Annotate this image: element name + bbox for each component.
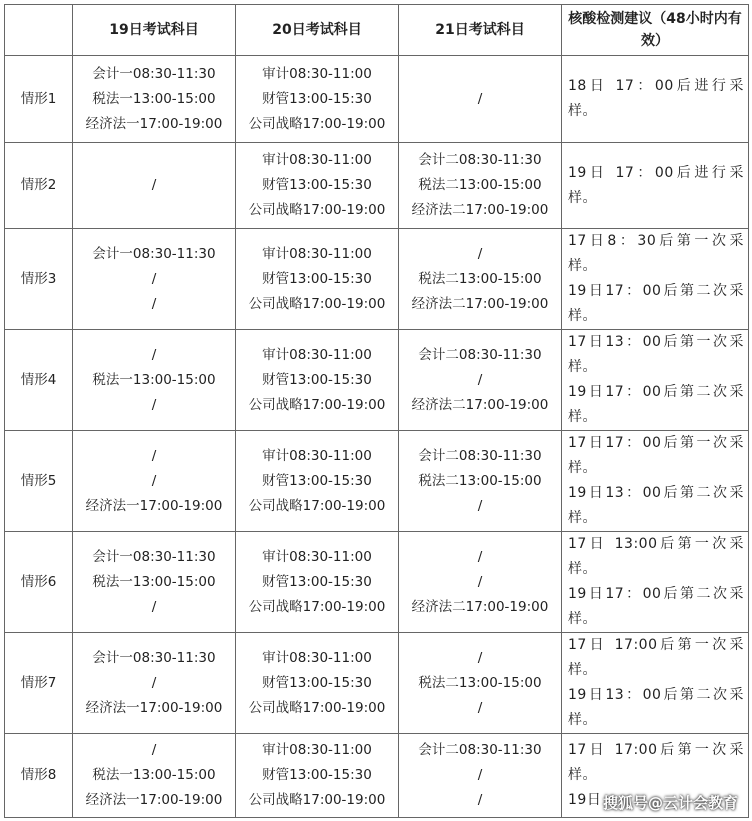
day19-subjects-cell <box>73 56 236 143</box>
advice-line: 17日 17:00后第一次采 <box>568 742 744 758</box>
header-day20: 20日考试科目 <box>236 5 399 56</box>
table-row <box>5 532 749 633</box>
subject-line: / <box>151 270 157 287</box>
subject-line: 公司战略17:00-19:00 <box>248 295 386 312</box>
day20-subjects-cell <box>236 633 399 734</box>
subject-line: 公司战略17:00-19:00 <box>248 497 386 514</box>
watermark-text: 搜狐号@云计会教育 <box>602 794 738 812</box>
case-label: 情形6 <box>5 532 73 633</box>
advice-line: 样。 <box>568 767 597 783</box>
day19-subjects-cell <box>73 734 236 818</box>
header-day21: 21日考试科目 <box>399 5 562 56</box>
day19-subjects-cell <box>73 229 236 330</box>
advice-line: 17日 13:00后第一次采 <box>568 536 744 552</box>
subject-line: 会计二08:30-11:30 <box>418 152 542 168</box>
subject-line: 会计一08:30-11:30 <box>92 548 216 565</box>
advice-line: 样。 <box>568 510 597 526</box>
subject-line: 公司战略17:00-19:00 <box>248 699 386 716</box>
subject-line: 经济法二17:00-19:00 <box>411 202 549 218</box>
advice-line: 19日13：00后第二次采 <box>568 485 744 501</box>
subject-line: 审计08:30-11:00 <box>262 649 372 666</box>
header-day19: 19日考试科目 <box>73 5 236 56</box>
day21-subjects-cell <box>399 633 562 734</box>
subject-line: 经济法一17:00-19:00 <box>85 497 223 514</box>
case-label: 情形5 <box>5 431 73 532</box>
subject-line: 税法一13:00-15:00 <box>92 90 216 107</box>
subject-line: 税法二13:00-15:00 <box>418 270 542 287</box>
test-advice-cell <box>562 143 749 229</box>
subject-line: 会计二08:30-11:30 <box>418 346 542 363</box>
subject-line: 会计二08:30-11:30 <box>418 447 542 464</box>
advice-line: 样。 <box>568 460 597 476</box>
subject-line: / <box>151 447 157 464</box>
subject-line: 经济法二17:00-19:00 <box>411 295 549 312</box>
test-advice-cell <box>562 431 749 532</box>
advice-line: 19日17：00后第二次采 <box>568 586 744 602</box>
advice-line: 17日8：30后第一次采 <box>568 233 744 249</box>
subject-line: / <box>477 497 483 514</box>
subject-line: / <box>151 472 157 489</box>
subject-line: / <box>477 699 483 716</box>
subject-line: 财管13:00-15:30 <box>262 472 372 489</box>
subject-line: / <box>151 598 157 615</box>
table-row <box>5 633 749 734</box>
day21-subjects-cell <box>399 229 562 330</box>
subject-line: 税法一13:00-15:00 <box>92 767 216 783</box>
exam-schedule-table <box>4 4 749 818</box>
advice-line: 19日 <box>568 792 602 808</box>
case-label: 情形4 <box>5 330 73 431</box>
day21-subjects-cell <box>399 431 562 532</box>
advice-line: 样。 <box>568 662 597 678</box>
day20-subjects-cell <box>236 734 399 818</box>
subject-line: 会计二08:30-11:30 <box>418 742 542 758</box>
subject-line: 经济法一17:00-19:00 <box>85 699 223 716</box>
test-advice-cell <box>562 532 749 633</box>
case-label: 情形2 <box>5 143 73 229</box>
advice-line: 样。 <box>568 712 597 728</box>
subject-line: 财管13:00-15:30 <box>262 90 372 107</box>
subject-line: 公司战略17:00-19:00 <box>248 792 386 808</box>
advice-line: 样。 <box>568 103 597 119</box>
subject-line: / <box>477 649 483 666</box>
header-row <box>5 5 749 56</box>
day20-subjects-cell <box>236 431 399 532</box>
day20-subjects-cell <box>236 143 399 229</box>
subject-line: 财管13:00-15:30 <box>262 270 372 287</box>
subject-line: 经济法二17:00-19:00 <box>411 396 549 413</box>
advice-line: 样。 <box>568 611 597 627</box>
subject-line: / <box>477 90 483 107</box>
advice-line: 19日17：00后第二次采 <box>568 283 744 299</box>
subject-line: 审计08:30-11:00 <box>262 152 372 168</box>
subject-line: / <box>477 245 483 262</box>
subject-line: 审计08:30-11:00 <box>262 346 372 363</box>
case-label: 情形1 <box>5 56 73 143</box>
day19-subjects-cell <box>73 633 236 734</box>
case-label: 情形7 <box>5 633 73 734</box>
subject-line: 财管13:00-15:30 <box>262 177 372 193</box>
subject-line: 审计08:30-11:00 <box>262 65 372 82</box>
advice-line: 19日13：00后第二次采 <box>568 687 744 703</box>
day19-subjects-cell <box>73 431 236 532</box>
subject-line: / <box>151 742 157 758</box>
subject-line: / <box>477 767 483 783</box>
advice-line: 样。 <box>568 409 597 425</box>
day19-subjects-cell <box>73 330 236 431</box>
subject-line: / <box>151 177 157 193</box>
day20-subjects-cell <box>236 330 399 431</box>
subject-line: / <box>151 674 157 691</box>
day20-subjects-cell <box>236 229 399 330</box>
subject-line: 税法二13:00-15:00 <box>418 177 542 193</box>
subject-line: 会计一08:30-11:30 <box>92 245 216 262</box>
subject-line: / <box>151 295 157 312</box>
subject-line: / <box>477 371 483 388</box>
subject-line: 会计一08:30-11:30 <box>92 649 216 666</box>
subject-line: 审计08:30-11:00 <box>262 742 372 758</box>
subject-line: 税法一13:00-15:00 <box>92 573 216 590</box>
test-advice-cell <box>562 229 749 330</box>
day20-subjects-cell <box>236 56 399 143</box>
subject-line: 经济法一17:00-19:00 <box>85 792 223 808</box>
day20-subjects-cell <box>236 532 399 633</box>
test-advice-cell <box>562 330 749 431</box>
advice-line: 17日 17:00后第一次采 <box>568 637 744 653</box>
subject-line: 经济法一17:00-19:00 <box>85 115 223 132</box>
advice-line: 18日 17：00后进行采 <box>568 78 744 94</box>
day21-subjects-cell <box>399 56 562 143</box>
advice-line: 样。 <box>568 258 597 274</box>
subject-line: 财管13:00-15:30 <box>262 371 372 388</box>
subject-line: 经济法二17:00-19:00 <box>411 598 549 615</box>
header-advice: 核酸检测建议（48小时内有效） <box>562 5 749 56</box>
subject-line: / <box>477 792 483 808</box>
table-row <box>5 330 749 431</box>
subject-line: 公司战略17:00-19:00 <box>248 598 386 615</box>
table-row <box>5 56 749 143</box>
advice-line: 19日17：00后第二次采 <box>568 384 744 400</box>
test-advice-cell <box>562 56 749 143</box>
subject-line: / <box>477 573 483 590</box>
day19-subjects-cell <box>73 532 236 633</box>
subject-line: 审计08:30-11:00 <box>262 447 372 464</box>
subject-line: 财管13:00-15:30 <box>262 573 372 590</box>
subject-line: 会计一08:30-11:30 <box>92 65 216 82</box>
subject-line: 税法二13:00-15:00 <box>418 472 542 489</box>
advice-line: 19日 17：00后进行采 <box>568 164 744 181</box>
subject-line: / <box>477 548 483 565</box>
advice-line: 样。 <box>568 308 597 324</box>
subject-line: 财管13:00-15:30 <box>262 767 372 783</box>
case-label: 情形3 <box>5 229 73 330</box>
subject-line: 审计08:30-11:00 <box>262 548 372 565</box>
subject-line: / <box>151 346 157 363</box>
day21-subjects-cell <box>399 330 562 431</box>
subject-line: 公司战略17:00-19:00 <box>248 396 386 413</box>
table-row <box>5 229 749 330</box>
advice-line: 样。 <box>568 189 597 206</box>
table-row <box>5 143 749 229</box>
day19-subjects-cell <box>73 143 236 229</box>
subject-line: 税法一13:00-15:00 <box>92 371 216 388</box>
advice-line: 17日17：00后第一次采 <box>568 435 744 451</box>
subject-line: / <box>151 396 157 413</box>
subject-line: 公司战略17:00-19:00 <box>248 202 386 218</box>
subject-line: 税法二13:00-15:00 <box>418 674 542 691</box>
table-row <box>5 431 749 532</box>
subject-line: 财管13:00-15:30 <box>262 674 372 691</box>
advice-line: 17日13：00后第一次采 <box>568 334 744 350</box>
subject-line: 审计08:30-11:00 <box>262 245 372 262</box>
test-advice-cell <box>562 633 749 734</box>
day21-subjects-cell <box>399 143 562 229</box>
advice-line: 样。 <box>568 359 597 375</box>
subject-line: 公司战略17:00-19:00 <box>248 115 386 132</box>
day21-subjects-cell <box>399 734 562 818</box>
advice-line: 样。 <box>568 561 597 577</box>
case-label: 情形8 <box>5 734 73 818</box>
header-corner <box>5 5 73 56</box>
day21-subjects-cell <box>399 532 562 633</box>
